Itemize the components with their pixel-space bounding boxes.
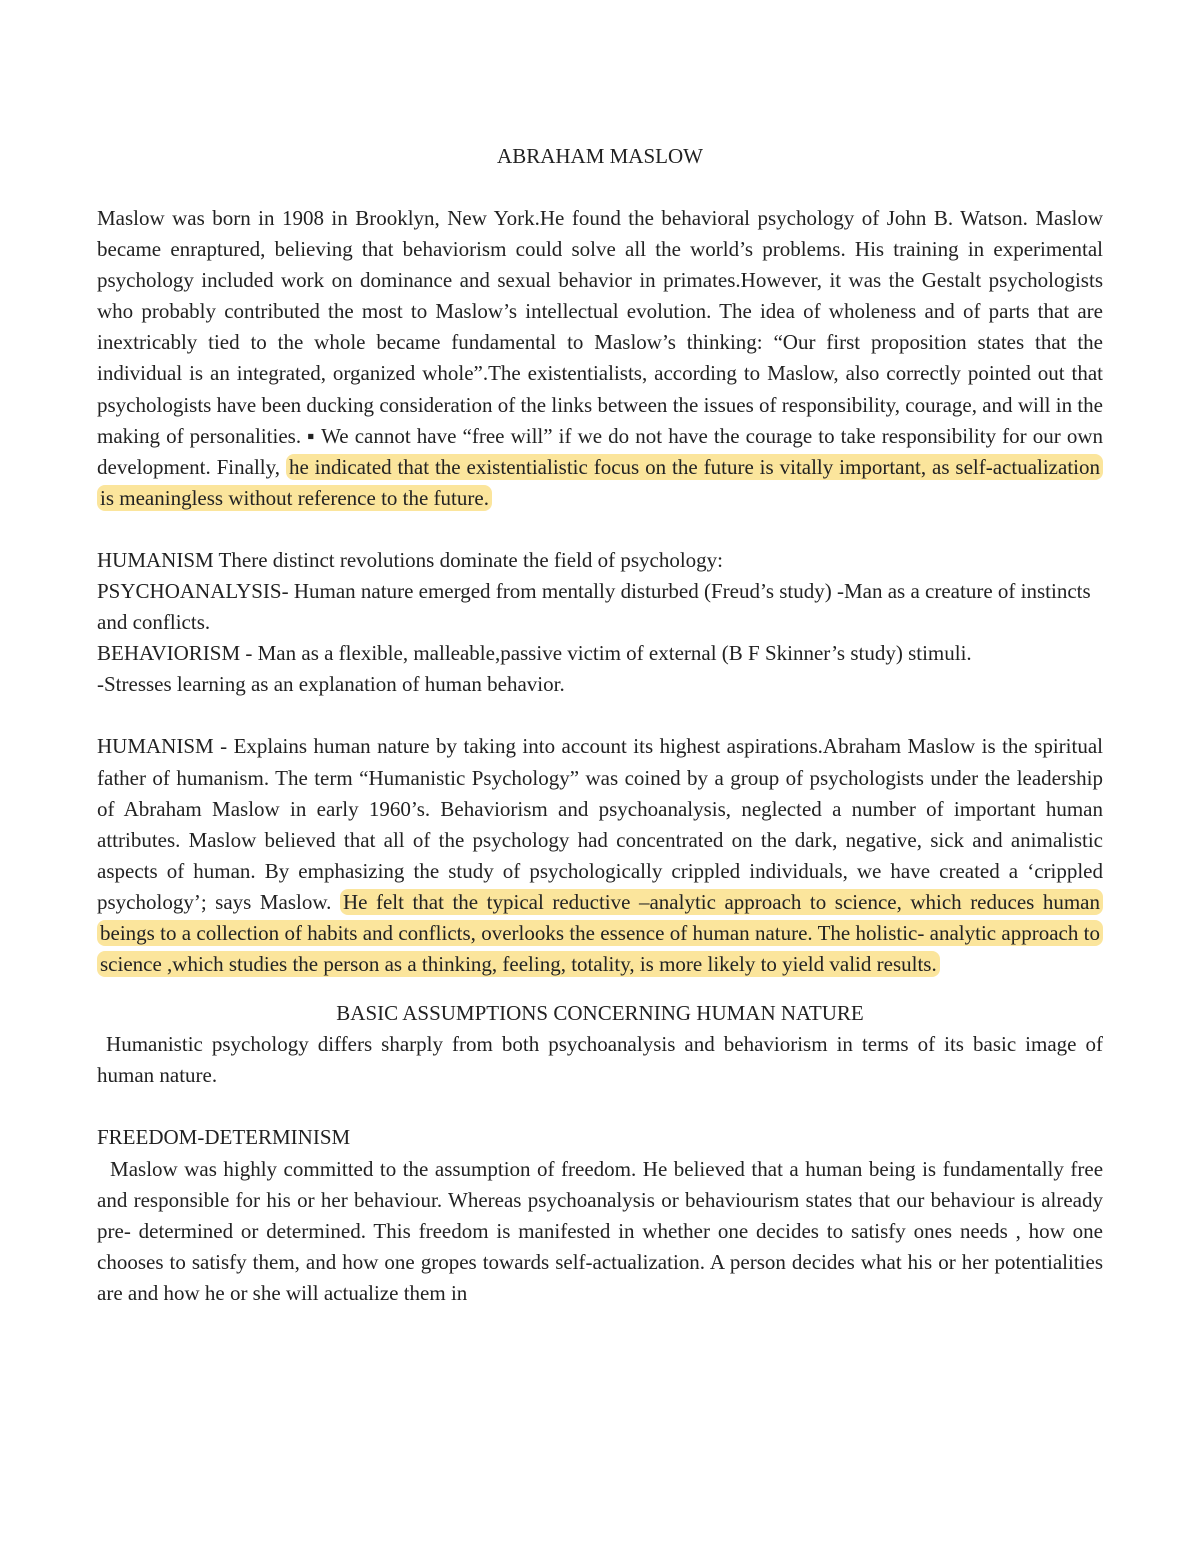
behaviorism-definition: BEHAVIORISM - Man as a flexible, malleable,passive victim of external (B F Skinner’s study) stimuli. [97,641,972,666]
spacer [97,700,1103,731]
paragraph-freedom-determinism: Maslow was highly committed to the assumption of freedom. He believed that a human being is fundamentally free and responsible for his or her behaviour. Whereas psychoanalysis or behaviourism states that our behaviour is already pre- determined or determined. This freedom is manifested in whether one decides to satisfy ones needs , how one chooses to satisfy them, and how one gropes towards self-actualization. A person decides what his or her potentialities are and how he or she will actualize them in [97,1156,1109,1305]
page-title: ABRAHAM MASLOW [497,144,703,168]
behaviorism-definition-continued: -Stresses learning as an explanation of human behavior. [97,672,565,697]
section-heading-freedom-determinism: FREEDOM-DETERMINISM [97,1125,351,1150]
highlighted-text: He felt that the typical reductive –analytic approach to science, which reduces human beings to a collection of habits and conflicts, overlooks the essence of human nature. The holistic- analytic approach to science ,which studies the person as a thinking, feeling, totality, is more likely to yield valid results. [97,889,1103,977]
psychoanalysis-definition: PSYCHOANALYSIS- Human nature emerged from mentally disturbed (Freud’s study) -Man as a creature of instincts and conflicts. [97,579,1091,635]
spacer [97,1091,1103,1122]
paragraph-maslow-biography [97,203,1103,514]
paragraph-basic-assumptions: Humanistic psychology differs sharply from both psychoanalysis and behaviorism in terms of its basic image of human nature. [97,1032,1109,1088]
highlighted-text: he indicated that the existentialistic focus on the future is vitally important, as self-actualization is meaningless without reference to the future. [97,454,1103,511]
document-page [97,141,1109,1309]
paragraph-humanism [97,731,1103,980]
humanism-intro: HUMANISM There distinct revolutions dominate the field of psychology: [97,547,724,572]
section-heading-basic-assumptions: BASIC ASSUMPTIONS CONCERNING HUMAN NATURE [336,1001,864,1026]
paragraph-text: HUMANISM - Explains human nature by taking into account its highest aspirations.Abraham Maslow is the spiritual father of humanism. The term “Humanistic Psychology” was coined by a group of psychologists under the leadership of Abraham Maslow in early 1960’s. Behaviorism and psychoanalysis, neglected a number of important human attributes. Maslow believed that all of the psychology had concentrated on the dark, negative, sick and animalistic aspects of human. By emphasizing the study of psychologically crippled individuals, we have created a ‘crippled psychology’; says Maslow. [97,734,1103,914]
spacer [97,172,1103,203]
spacer [97,980,1103,998]
spacer [97,514,1103,545]
paragraph-text: Maslow was born in 1908 in Brooklyn, New York.He found the behavioral psychology of John B. Watson. Maslow became enraptured, believing that behaviorism could solve all the world’s problems. His training in experimental psychology included work on dominance and sexual behavior in primates.However, it was the Gestalt psychologists who probably contributed the most to Maslow’s intellectual evolution. The idea of wholeness and of parts that are inextricably tied to the whole became fundamental to Maslow’s thinking: “Our first proposition states that the individual is an integrated, organized whole”.The existentialists, according to Maslow, also correctly pointed out that psychologists have been ducking consideration of the links between the issues of responsibility, courage, and will in the making of personalities. ▪ We cannot have “free will” if we do not have the courage to take responsibility for our own development. Finally, [97,206,1103,479]
